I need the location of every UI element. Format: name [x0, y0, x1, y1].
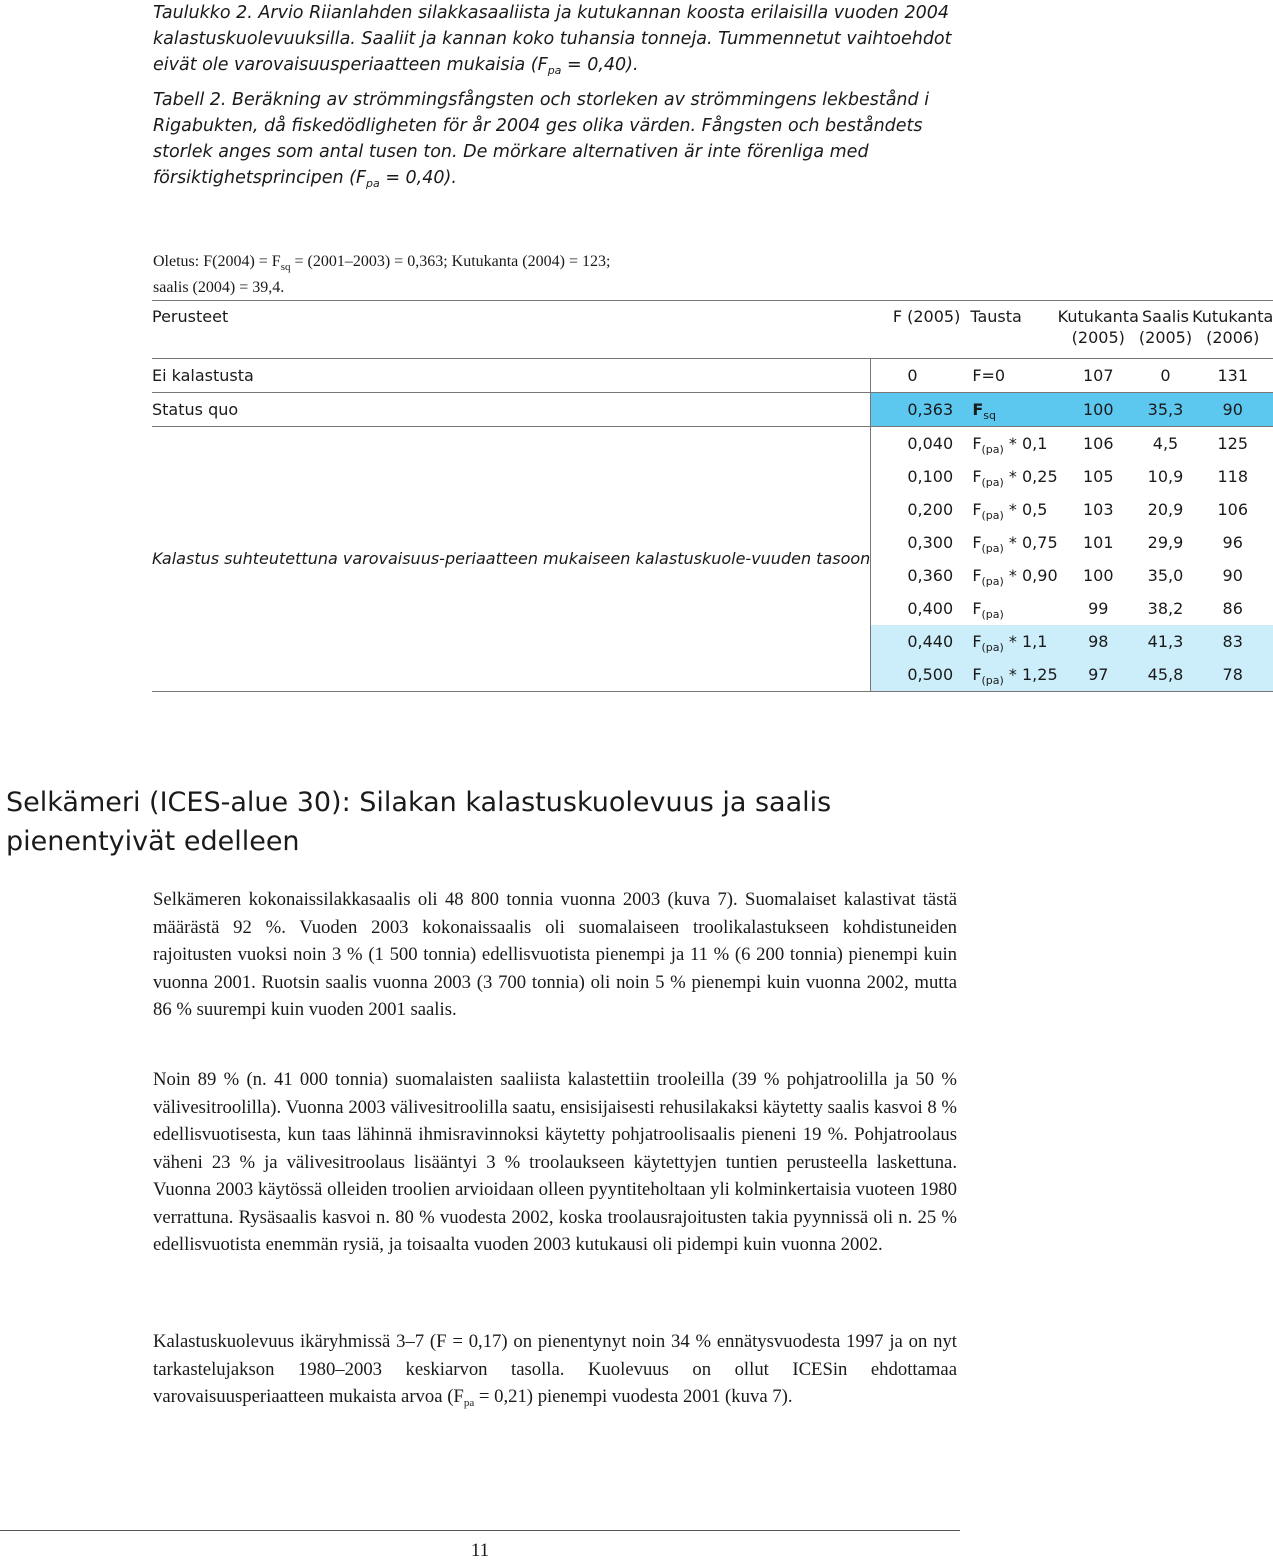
cell-f2005: 0,500 [871, 658, 961, 692]
cell-background [960, 460, 1057, 493]
cell-spawning-2005: 99 [1088, 599, 1109, 618]
background-subscript: (pa) [981, 443, 1004, 456]
background-multiplier: * 0,5 [1003, 500, 1048, 519]
page-number: 11 [470, 1540, 490, 1561]
paragraph-2 [153, 1066, 957, 1259]
cell-f2005: 0,200 [907, 500, 954, 519]
caption-fi-sub: pa [547, 64, 562, 77]
header-f2005: F (2005) [871, 301, 961, 359]
caption-fi-text: Taulukko 2. Arvio Riianlahden silakkasaaliista ja kutukannan koosta erilaisilla vuoden 2004 kalastuskuolevuuksilla. Saaliit ja kannan koko tuhansia tonneja. Tummennetut vaihtoehdot eivät ole varovaisuusperiaatteen mukaisia (F [153, 3, 952, 75]
cell-spawning-2006: 90 [1222, 566, 1243, 585]
header-catch-2005-label: Saalis (2005) [1138, 307, 1193, 347]
cell-basis: Ei kalastusta [152, 359, 871, 393]
cell-background [960, 526, 1057, 559]
assumption-note [153, 249, 610, 301]
cell-f2005: 0,300 [907, 533, 954, 552]
header-spawning-2006 [1192, 301, 1273, 359]
cell-background [960, 359, 1057, 393]
background-multiplier: * 0,25 [1003, 467, 1058, 486]
cell-spawning-2006: 106 [1217, 500, 1248, 519]
cell-background [960, 559, 1057, 592]
cell-background [960, 493, 1057, 526]
footer-rule [0, 1530, 960, 1531]
background-subscript: (pa) [981, 476, 1004, 489]
cell-spawning-2005: 98 [1058, 625, 1139, 658]
paragraph-3-text: Kalastuskuolevuus ikäryhmissä 3–7 (F = 0,17) on pienentynyt noin 34 % ennätysvuodesta 1997 ja on nyt tarkastelujakson 1980–2003 keskiarvon tasolla. Kuolevuus on ollut ICESin ehdottamaa varovaisuusperiaatteen mukaista arvoa (F [153, 1331, 957, 1407]
background-subscript: (pa) [981, 608, 1004, 621]
header-spawning-2005 [1058, 301, 1139, 359]
header-catch-2005 [1139, 301, 1192, 359]
background-symbol: F [972, 533, 982, 552]
background-symbol: F [972, 500, 982, 519]
herring-scenario-table [152, 300, 1273, 692]
cell-catch-2005: 10,9 [1147, 467, 1184, 486]
header-background: Tausta [960, 301, 1057, 359]
background-symbol: F [972, 400, 984, 419]
background-multiplier: * 1,1 [1003, 632, 1048, 651]
paragraph-2-text: Noin 89 % (n. 41 000 tonnia) suomalaisten saaliista kalastettiin trooleilla (39 % pohjatroolilla ja 50 % välivesitroolilla). Vuonna 2003 välivesitroolilla saatu, ensisijaisesti rehusilakaksi käytetty saalis kasvoi 8 % edellisvuotisesta, kun taas lähinnä ihmisravinnoksi käytetty pohjatroolisaalis pieneni 19 %. Pohjatroolaus väheni 23 % ja välivesitroolaus lisääntyi 3 % troolaukseen käytettyjen tuntien perusteella laskettuna. Vuonna 2003 käytössä olleiden troolien arvioidaan olleen pyyntiteholtaan yli kolminkertaisia vuoteen 1980 verrattuna. Rysäsaalis kasvoi n. 80 % vuodesta 2002, koska troolausrajoitusten takia pyynnissä oli n. 25 % edellisvuotista enemmän rysiä, ja toisaalta vuoden 2003 kutukausi oli pidempi kuin vuonna 2002. [153, 1069, 957, 1255]
cell-f2005: 0,363 [871, 393, 961, 427]
cell-catch-2005: 0 [1139, 359, 1192, 393]
cell-spawning-2005: 106 [1082, 434, 1114, 453]
cell-spawning-2005: 103 [1082, 500, 1114, 519]
table-row [152, 359, 1273, 393]
background-subscript: (pa) [981, 674, 1004, 687]
cell-spawning-2006: 118 [1217, 467, 1248, 486]
background-multiplier: * 0,1 [1003, 434, 1048, 453]
assumption-line2: saalis (2004) = 39,4. [153, 279, 285, 296]
background-symbol: F=0 [972, 366, 1006, 385]
cell-spawning-2005: 105 [1082, 467, 1114, 486]
cell-spawning-2005: 100 [1058, 393, 1139, 427]
cell-spawning-2005: 100 [1082, 566, 1114, 585]
background-subscript: (pa) [981, 641, 1004, 654]
background-symbol: F [972, 434, 982, 453]
paragraph-1-text: Selkämeren kokonaissilakkasaalis oli 48 800 tonnia vuonna 2003 (kuva 7). Suomalaiset kalastivat tästä määrästä 92 %. Vuoden 2003 kokonaissaalis oli suomalaiseen troolikalastukseen kohdistuneiden rajoitusten vuoksi noin 3 % (1 500 tonnia) edellisvuotista pienempi ja 11 % (6 200 tonnia) pienempi kuin vuonna 2001. Ruotsin saalis vuonna 2003 (3 700 tonnia) oli noin 5 % pienempi kuin vuonna 2002, mutta 86 % suurempi kuin vuoden 2001 saalis. [153, 889, 957, 1020]
cell-background [960, 393, 1057, 427]
cell-spawning-2006: 125 [1217, 434, 1248, 453]
background-multiplier: * 0,75 [1003, 533, 1058, 552]
assumption-line1-b: = (2001–2003) = 0,363; Kutukanta (2004) = 123; [290, 253, 611, 270]
background-subscript: (pa) [981, 542, 1004, 555]
cell-basis: Status quo [152, 393, 871, 427]
cell-background [960, 658, 1057, 692]
cell-spawning-2005: 107 [1058, 359, 1139, 393]
cell-catch-2005: 35,3 [1139, 393, 1192, 427]
caption-sv-tail: = 0,40). [379, 168, 457, 188]
cell-f2005: 0,400 [907, 599, 954, 618]
cell-spawning-2006: 83 [1192, 625, 1273, 658]
caption-sv-sub: pa [366, 177, 380, 190]
cell-f2005: 0,360 [907, 566, 954, 585]
paragraph-3-tail: = 0,21) pienempi vuodesta 2001 (kuva 7). [474, 1386, 793, 1407]
cell-background [960, 427, 1057, 461]
cell-f2005: 0,440 [871, 625, 961, 658]
cell-spawning-2005: 97 [1058, 658, 1139, 692]
cell-f2005: 0,040 [907, 434, 954, 453]
cell-spawning-2006: 96 [1222, 533, 1243, 552]
cell-spawning-2006: 78 [1192, 658, 1273, 692]
cell-spawning-2006: 86 [1222, 599, 1243, 618]
cell-spawning-2006: 90 [1192, 393, 1273, 427]
assumption-line1-sub: sq [280, 261, 291, 273]
cell-spawning-2006: 131 [1192, 359, 1273, 393]
background-symbol: F [972, 566, 982, 585]
caption-sv-text: Tabell 2. Beräkning av strömmingsfångsten och storleken av strömmingens lekbestånd i Rigabukten, då fiskedödligheten för år 2004 ges olika värden. Fångsten och beståndets storlek anges som antal tusen ton. De mörkare alternativen är inte förenliga med försiktighetsprincipen (F [153, 90, 930, 188]
cell-group-label: Kalastus suhteutettuna varovaisuus-periaatteen mukaiseen kalastuskuole-vuuden tasoon [152, 427, 871, 692]
table-row [152, 393, 1273, 427]
assumption-line1-a: Oletus: F(2004) = F [153, 253, 281, 270]
table-caption-finnish [153, 0, 953, 78]
cell-f2005: 0 [871, 359, 961, 393]
cell-catch-2005: 38,2 [1147, 599, 1184, 618]
background-subscript: (pa) [981, 575, 1004, 588]
header-basis: Perusteet [152, 301, 871, 359]
cell-f2005: 0,100 [907, 467, 954, 486]
paragraph-3-sub: pa [463, 1397, 475, 1409]
background-symbol: F [972, 665, 982, 684]
background-subscript: (pa) [981, 509, 1004, 522]
cell-catch-2005: 45,8 [1139, 658, 1192, 692]
background-symbol: F [972, 599, 982, 618]
cell-spawning-2005: 101 [1082, 533, 1114, 552]
table-row [152, 427, 1273, 461]
section-heading: Selkämeri (ICES-alue 30): Silakan kalastuskuolevuus ja saalis pienentyivät edelleen [6, 787, 832, 857]
paragraph-1 [153, 886, 957, 1024]
background-subscript: sq [983, 409, 996, 422]
cell-catch-2005: 35,0 [1147, 566, 1184, 585]
cell-catch-2005: 20,9 [1147, 500, 1184, 519]
cell-catch-2005: 41,3 [1139, 625, 1192, 658]
cell-catch-2005: 4,5 [1152, 434, 1179, 453]
background-multiplier: * 1,25 [1003, 665, 1058, 684]
cell-catch-2005: 29,9 [1147, 533, 1184, 552]
table-header-row [152, 301, 1273, 359]
cell-background [960, 592, 1057, 625]
cell-background [960, 625, 1057, 658]
caption-fi-tail: = 0,40). [561, 55, 639, 75]
header-spawning-2006-label: Kutukanta (2006) [1192, 307, 1273, 347]
background-multiplier: * 0,90 [1003, 566, 1058, 585]
header-spawning-2005-label: Kutukanta (2005) [1057, 307, 1139, 347]
paragraph-3 [153, 1328, 957, 1411]
background-symbol: F [972, 632, 982, 651]
table-caption-swedish [153, 87, 953, 191]
background-symbol: F [972, 467, 982, 486]
